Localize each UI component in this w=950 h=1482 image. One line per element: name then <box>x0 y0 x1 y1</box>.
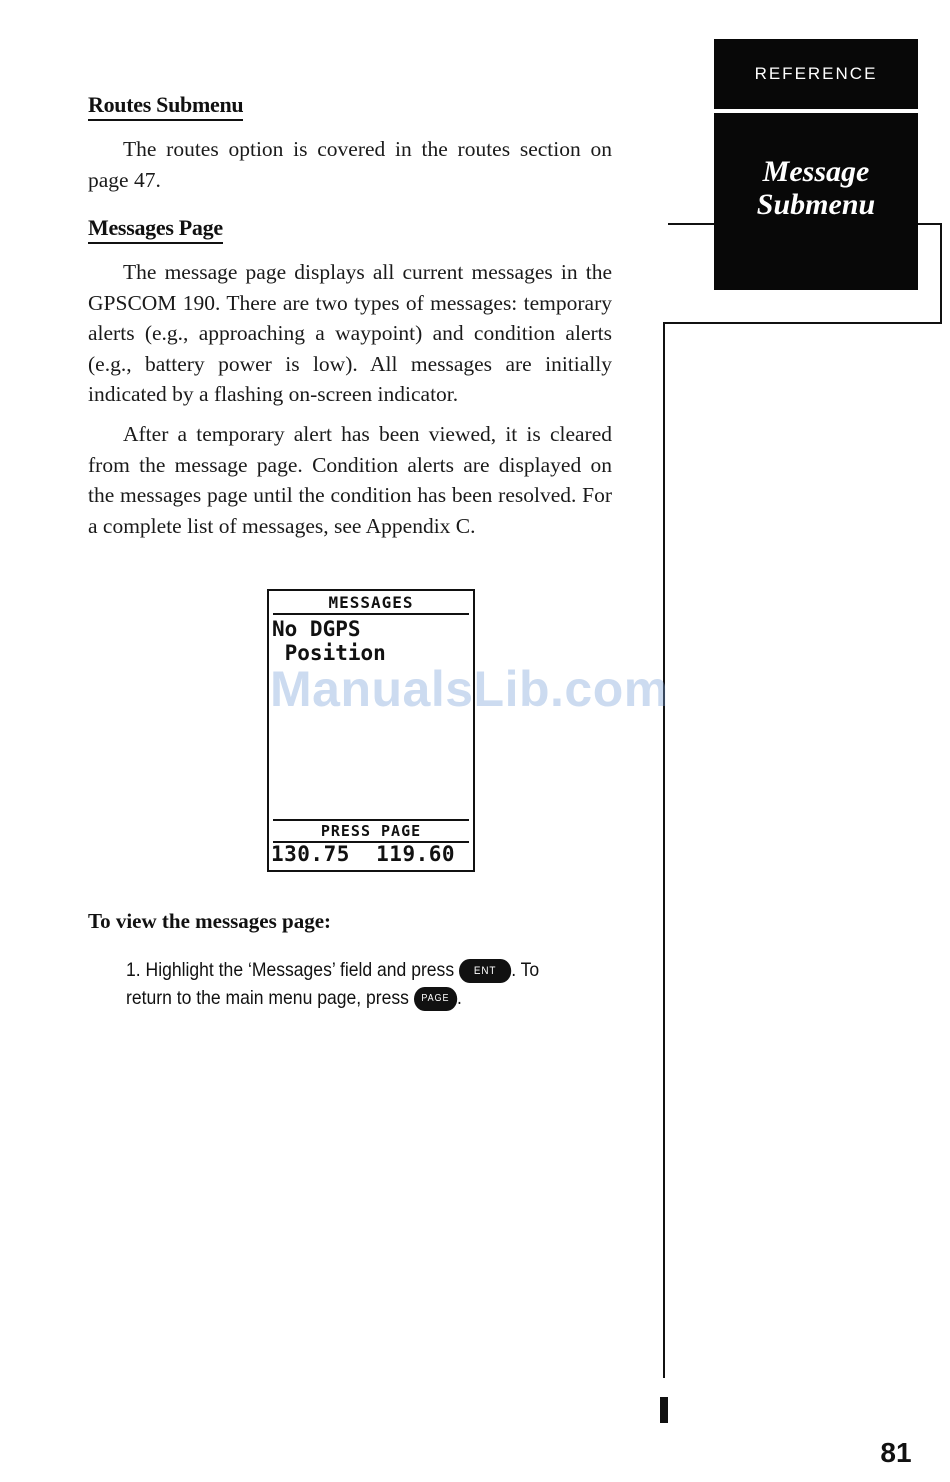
routes-submenu-heading: Routes Submenu <box>88 92 243 121</box>
standby-frequency: 119.60 <box>376 842 456 866</box>
screen-title: MESSAGES <box>273 593 469 615</box>
tab-bracket-bottom <box>664 322 942 324</box>
margin-rule <box>663 322 665 1378</box>
step-text-b: . To return to the main menu page, press <box>126 959 540 1009</box>
procedure-heading: To view the messages page: <box>88 909 332 933</box>
watermark: ManualsLib.com <box>270 661 669 717</box>
step-text-a: Highlight the ‘Messages’ field and press <box>145 959 455 981</box>
screen-message-line-1: No DGPS <box>272 617 361 641</box>
procedure-step-1 <box>126 956 549 1012</box>
screen-message-line-2: Position <box>272 641 386 665</box>
messages-page-paragraph-2: After a temporary alert has been viewed, it is cleared from the message page. Condition alerts are displayed on the messages page until the condition has been resolved. For a complete list of messages, see Appendix C. <box>88 422 612 538</box>
step-text-c: . <box>456 987 462 1009</box>
tab-connector-line <box>668 223 714 225</box>
page-marker <box>660 1397 668 1423</box>
page-key-icon: PAGE <box>414 987 457 1011</box>
page-number: 81 <box>880 1437 912 1468</box>
active-frequency: 130.75 <box>271 842 350 866</box>
section-title-line-2: Submenu <box>756 188 876 221</box>
messages-page-heading: Messages Page <box>88 215 223 244</box>
enter-key-icon: ENT <box>459 959 511 983</box>
routes-submenu-paragraph: The routes option is covered in the routes section on page 47. <box>88 137 612 192</box>
screen-footer: PRESS PAGE <box>273 819 469 843</box>
reference-tab <box>714 39 918 109</box>
tab-bracket-side <box>940 223 942 324</box>
section-title-line-1: Message <box>762 155 870 188</box>
screen-frequencies <box>271 842 455 866</box>
messages-screen <box>267 589 475 872</box>
tab-bracket-top <box>918 223 942 225</box>
reference-label: REFERENCE <box>754 64 878 83</box>
section-title-tab <box>714 113 918 290</box>
messages-page-paragraph-1: The message page displays all current messages in the GPSCOM 190. There are two types of messages: temporary alerts (e.g., approaching a waypoint) and condition alerts (e.g., battery power is low). All messages are initially indicated by a flashing on-screen indicator. <box>88 260 612 406</box>
step-number: 1. <box>126 959 141 981</box>
